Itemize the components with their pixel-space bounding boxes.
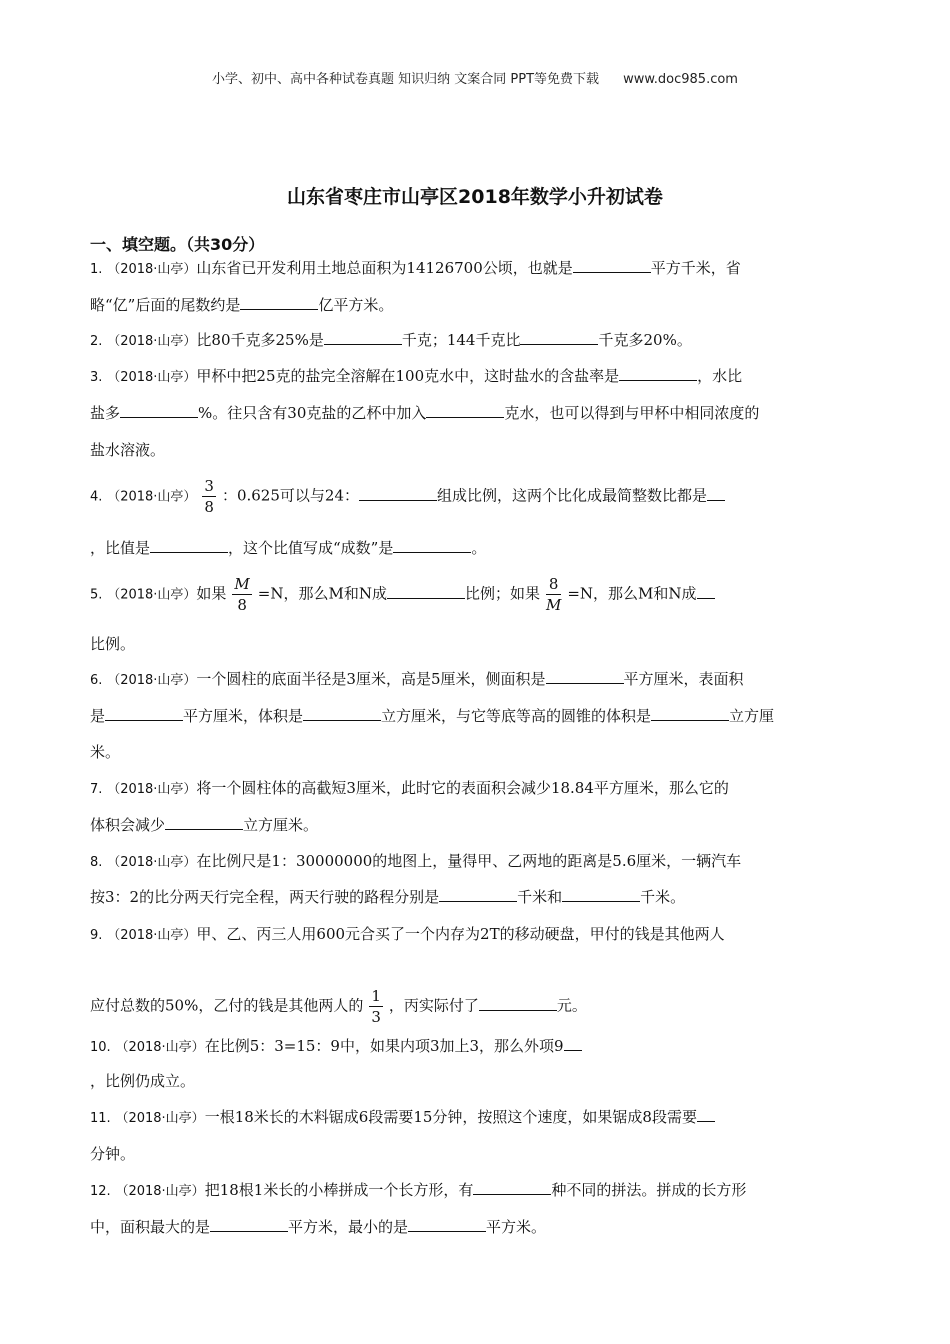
page-title: 山东省枣庄市山亭区2018年数学小升初试卷 <box>287 186 663 208</box>
question-9-line-2: 应付总数的50%，乙付的钱是其他两人的 $\frac{1}{3}$ ，丙实际付了 元。 <box>90 987 587 1026</box>
question-8-line-2: 按3：2的比分两天行完全程，两天行驶的路程分别是 千米和 千米。 <box>90 888 686 906</box>
fraction-m-8: $\frac{M}{8}$ <box>234 575 250 614</box>
fraction-1-3: $\frac{1}{3}$ <box>371 987 381 1026</box>
question-8-line-1: 8. （2018·山亭）在比例尺是1：30000000的地图上，量得甲、乙两地的距离是5.6厘米，一辆汽车 <box>90 852 742 870</box>
question-12-line-2: 中，面积最大的是 平方米，最小的是 平方米。 <box>90 1218 547 1236</box>
question-7-line-1: 7. （2018·山亭）将一个圆柱体的高截短3厘米，此时它的表面积会减少18.84平方厘米，那么它的 <box>90 779 729 797</box>
question-1-line-2: 略“亿”后面的尾数约是 亿平方米。 <box>90 296 394 314</box>
question-7-line-2: 体积会减少 立方厘米。 <box>90 816 319 834</box>
question-9-line-1: 9. （2018·山亭）甲、乙、丙三人用600元合买了一个内存为2T的移动硬盘，甲付的钱是其他两人 <box>90 925 725 943</box>
question-3-line-1: 3. （2018·山亭）甲杯中把25克的盐完全溶解在100克水中，这时盐水的含盐率是 ，水比 <box>90 367 743 385</box>
question-5-line-2: 比例。 <box>90 635 136 653</box>
page-header <box>0 68 950 87</box>
question-4-line-1: 4. （2018·山亭） $\frac{3}{8}$ ：0.625可以与24： 组成比例，这两个比化成最简整数比都是 <box>90 476 725 517</box>
question-11-line-2: 分钟。 <box>90 1145 136 1163</box>
question-12-line-1: 12. （2018·山亭）把18根1米长的小棒拼成一个长方形，有 种不同的拼法。拼成的长方形 <box>90 1181 747 1199</box>
question-5-line-1: 5. （2018·山亭）如果 $\frac{M}{8}$ =N，那么M和N成 比例；如果 $\frac{8}{M}$ =N，那么M和N成 <box>90 574 715 615</box>
question-1-line-1: 1. （2018·山亭）山东省已开发利用土地总面积为14126700公顷，也就是 平方千米，省 <box>90 259 741 277</box>
header-text: 小学、初中、高中各种试卷真题 知识归纳 文案合同 PPT等免费下载 <box>212 72 600 87</box>
question-6-line-2: 是 平方厘米，体积是 立方厘米，与它等底等高的圆锥的体积是 立方厘 <box>90 707 775 725</box>
question-3-line-2: 盐多 %。往只含有30克盐的乙杯中加入 克水，也可以得到与甲杯中相同浓度的 <box>90 404 760 422</box>
question-4-line-2: ，比值是 ，这个比值写成“成数”是 。 <box>90 539 487 557</box>
question-11-line-1: 11. （2018·山亭）一根18米长的木料锯成6段需要15分钟，按照这个速度，如果锯成8段需要 <box>90 1107 715 1129</box>
header-site: www.doc985.com <box>623 72 738 87</box>
question-10-line-2: ，比例仍成立。 <box>90 1072 196 1090</box>
fraction-3-8: $\frac{3}{8}$ <box>204 477 214 516</box>
fraction-8-m: $\frac{8}{M}$ <box>545 575 562 614</box>
question-3-line-3: 盐水溶液。 <box>90 441 166 459</box>
question-6-line-3: 米。 <box>90 743 121 761</box>
question-2: 2. （2018·山亭）比80千克多25%是 千克；144千克比 千克多20%。 <box>90 331 692 349</box>
question-10-line-1: 10. （2018·山亭）在比例5：3=15：9中，如果内项3加上3，那么外项9 <box>90 1036 582 1058</box>
section-heading: 一、填空题。（共30分） <box>90 235 265 254</box>
question-6-line-1: 6. （2018·山亭）一个圆柱的底面半径是3厘米，高是5厘米，侧面积是 平方厘米，表面积 <box>90 670 744 688</box>
